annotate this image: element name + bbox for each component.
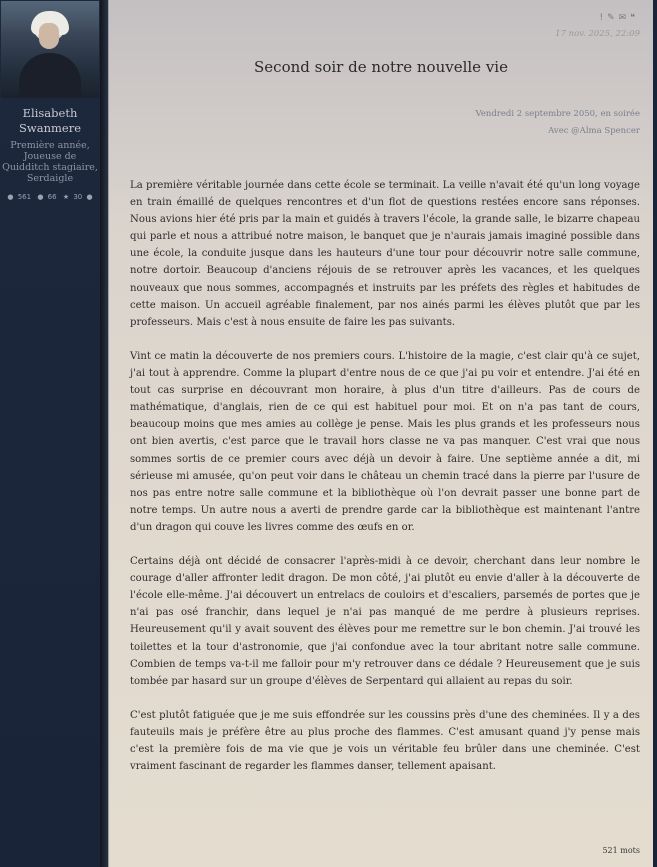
message-icon[interactable]: ✉: [618, 13, 631, 23]
star-count-value: 30: [73, 193, 83, 201]
post-story-date: Vendredi 2 septembre 2050, en soirée: [475, 109, 640, 119]
post-with[interactable]: Avec @Alma Spencer: [548, 126, 640, 136]
post-toolbar: [599, 13, 639, 23]
post-body: [130, 177, 640, 792]
post-paragraph: C'est plutôt fatiguée que je me suis effondrée sur les coussins près d'une des cheminées. Il y a des fauteuils mais je préfère être au plus proche des flammes. C'est amusant quand j'y pense mais c'est la première fois de ma vie que je vois un véritable feu brûler dans une cheminée. C'est vraiment fascinant de regarder les flammes danser, tellement apaisant.: [130, 709, 640, 773]
post-title: Second soir de notre nouvelle vie: [254, 58, 508, 76]
quote-icon[interactable]: ❝: [630, 13, 639, 23]
star-icon: ★: [62, 193, 70, 201]
post-paragraph: Vint ce matin la découverte de nos premiers cours. L'histoire de la magie, c'est clair qu'à ce sujet, j'ai tout à apprendre. Comme la plupart d'entre nous de ce que j'ai pu voir et entendre. J'ai été en tout cas surprise en découvrant mon horaire, à plus d'un titre d'ailleurs. Pas de cours de mathématique, d'anglais, rien de ce qui est habituel pour moi. Et on n'a pas tant de cours, beaucoup moins que mes amies au collège je pense. Mais les plus grands et les professeurs nous ont bien avertis, c'est parce que le travail hors classe ne va pas manquer. C'est vrai que nous sommes sortis de ce premier cours avec déjà un devoir à faire. Une septième année a dit, mi sérieuse mi amusée, qu'on peut voir dans le château un chemin tracé dans la pierre par l'usure de nos pas entre notre salle commune et la bibliothèque où l'on devrait passer une bonne part de notre temps. Un autre nous a averti de prendre garde car la bibliothèque est maintenant l'antre d'un dragon qui couve les livres comme des œufs en or.: [130, 350, 640, 533]
post-paragraph: La première véritable journée dans cette école se terminait. La veille n'avait été qu'un long voyage en train émaillé de quelques rencontres et d'un flot de questions restées encore sans réponses. Nous avions hier été pris par la main et guidés à travers l'école, la grande salle, le bizarre chapeau qui parle et nous a attribué notre maison, le banquet que je n'aurais jamais imaginé possible dans une école, la conduite jusque dans les hauteurs d'une tour pour découvrir notre salle commune, notre dortoir. Beaucoup d'anciens réjouis de se retrouver après les vacances, et les quelques nouveaux que nous sommes, accompagnés et instruits par les préfets des règles et habitudes de cette maison. Un accueil agréable finalement, par nos ainés parmi les élèves plutôt que par les professeurs. Mais c'est à nous ensuite de faire les pas suivants.: [130, 180, 640, 328]
role-line: Joueuse de: [23, 151, 77, 162]
author-sidebar: [0, 0, 100, 867]
speech-bubble-icon: ●: [7, 193, 14, 201]
avatar-face: [39, 23, 59, 49]
edit-icon[interactable]: ✎: [607, 13, 619, 23]
avatar[interactable]: [1, 1, 99, 98]
role-line: Première année,: [10, 140, 90, 151]
author-stats: [0, 193, 100, 201]
message-count-value: 561: [17, 193, 32, 201]
circle-count: [36, 193, 57, 201]
star-count: [62, 193, 94, 201]
word-count: 521 mots: [602, 846, 640, 855]
author-name-last: Swanmere: [19, 121, 81, 135]
author-role: [0, 140, 100, 184]
message-count: [6, 193, 32, 201]
role-line: Quidditch stagiaire,: [2, 162, 98, 173]
author-name[interactable]: [0, 106, 100, 136]
post-paragraph: Certains déjà ont décidé de consacrer l'après-midi à ce devoir, cherchant dans leur nombre le courage d'aller affronter ledit dragon. De mon côté, j'ai plutôt eu envie d'aller à la découverte de l'école elle-même. J'ai découvert un entrelacs de couloirs et d'escaliers, parsemés de portes que je n'ai pas osé franchir, dans lequel je n'ai pas manqué de me perdre à plusieurs reprises. Heureusement qu'il y avait souvent des élèves pour me remettre sur le bon chemin. J'ai trouvé les toilettes et la tour d'astronomie, que j'ai confondue avec la tour abritant notre salle commune. Combien de temps va-t-il me falloir pour m'y retrouver dans ce dédale ? Heureusement que je suis tombée par hasard sur un groupe d'élèves de Serpentard qui allaient au repas du soir.: [130, 556, 640, 687]
role-line: Serdaigle: [26, 173, 74, 184]
report-icon[interactable]: !: [599, 13, 608, 23]
panel-shadow: [100, 0, 108, 867]
circle-icon: ●: [37, 193, 44, 201]
author-name-first: Elisabeth: [22, 106, 78, 120]
post-timestamp: 17 nov. 2025, 22:09: [555, 29, 640, 39]
circle-count-value: 66: [47, 193, 57, 201]
post-panel: [108, 0, 653, 867]
dot-icon: ●: [86, 193, 93, 201]
avatar-cloak: [19, 53, 81, 98]
